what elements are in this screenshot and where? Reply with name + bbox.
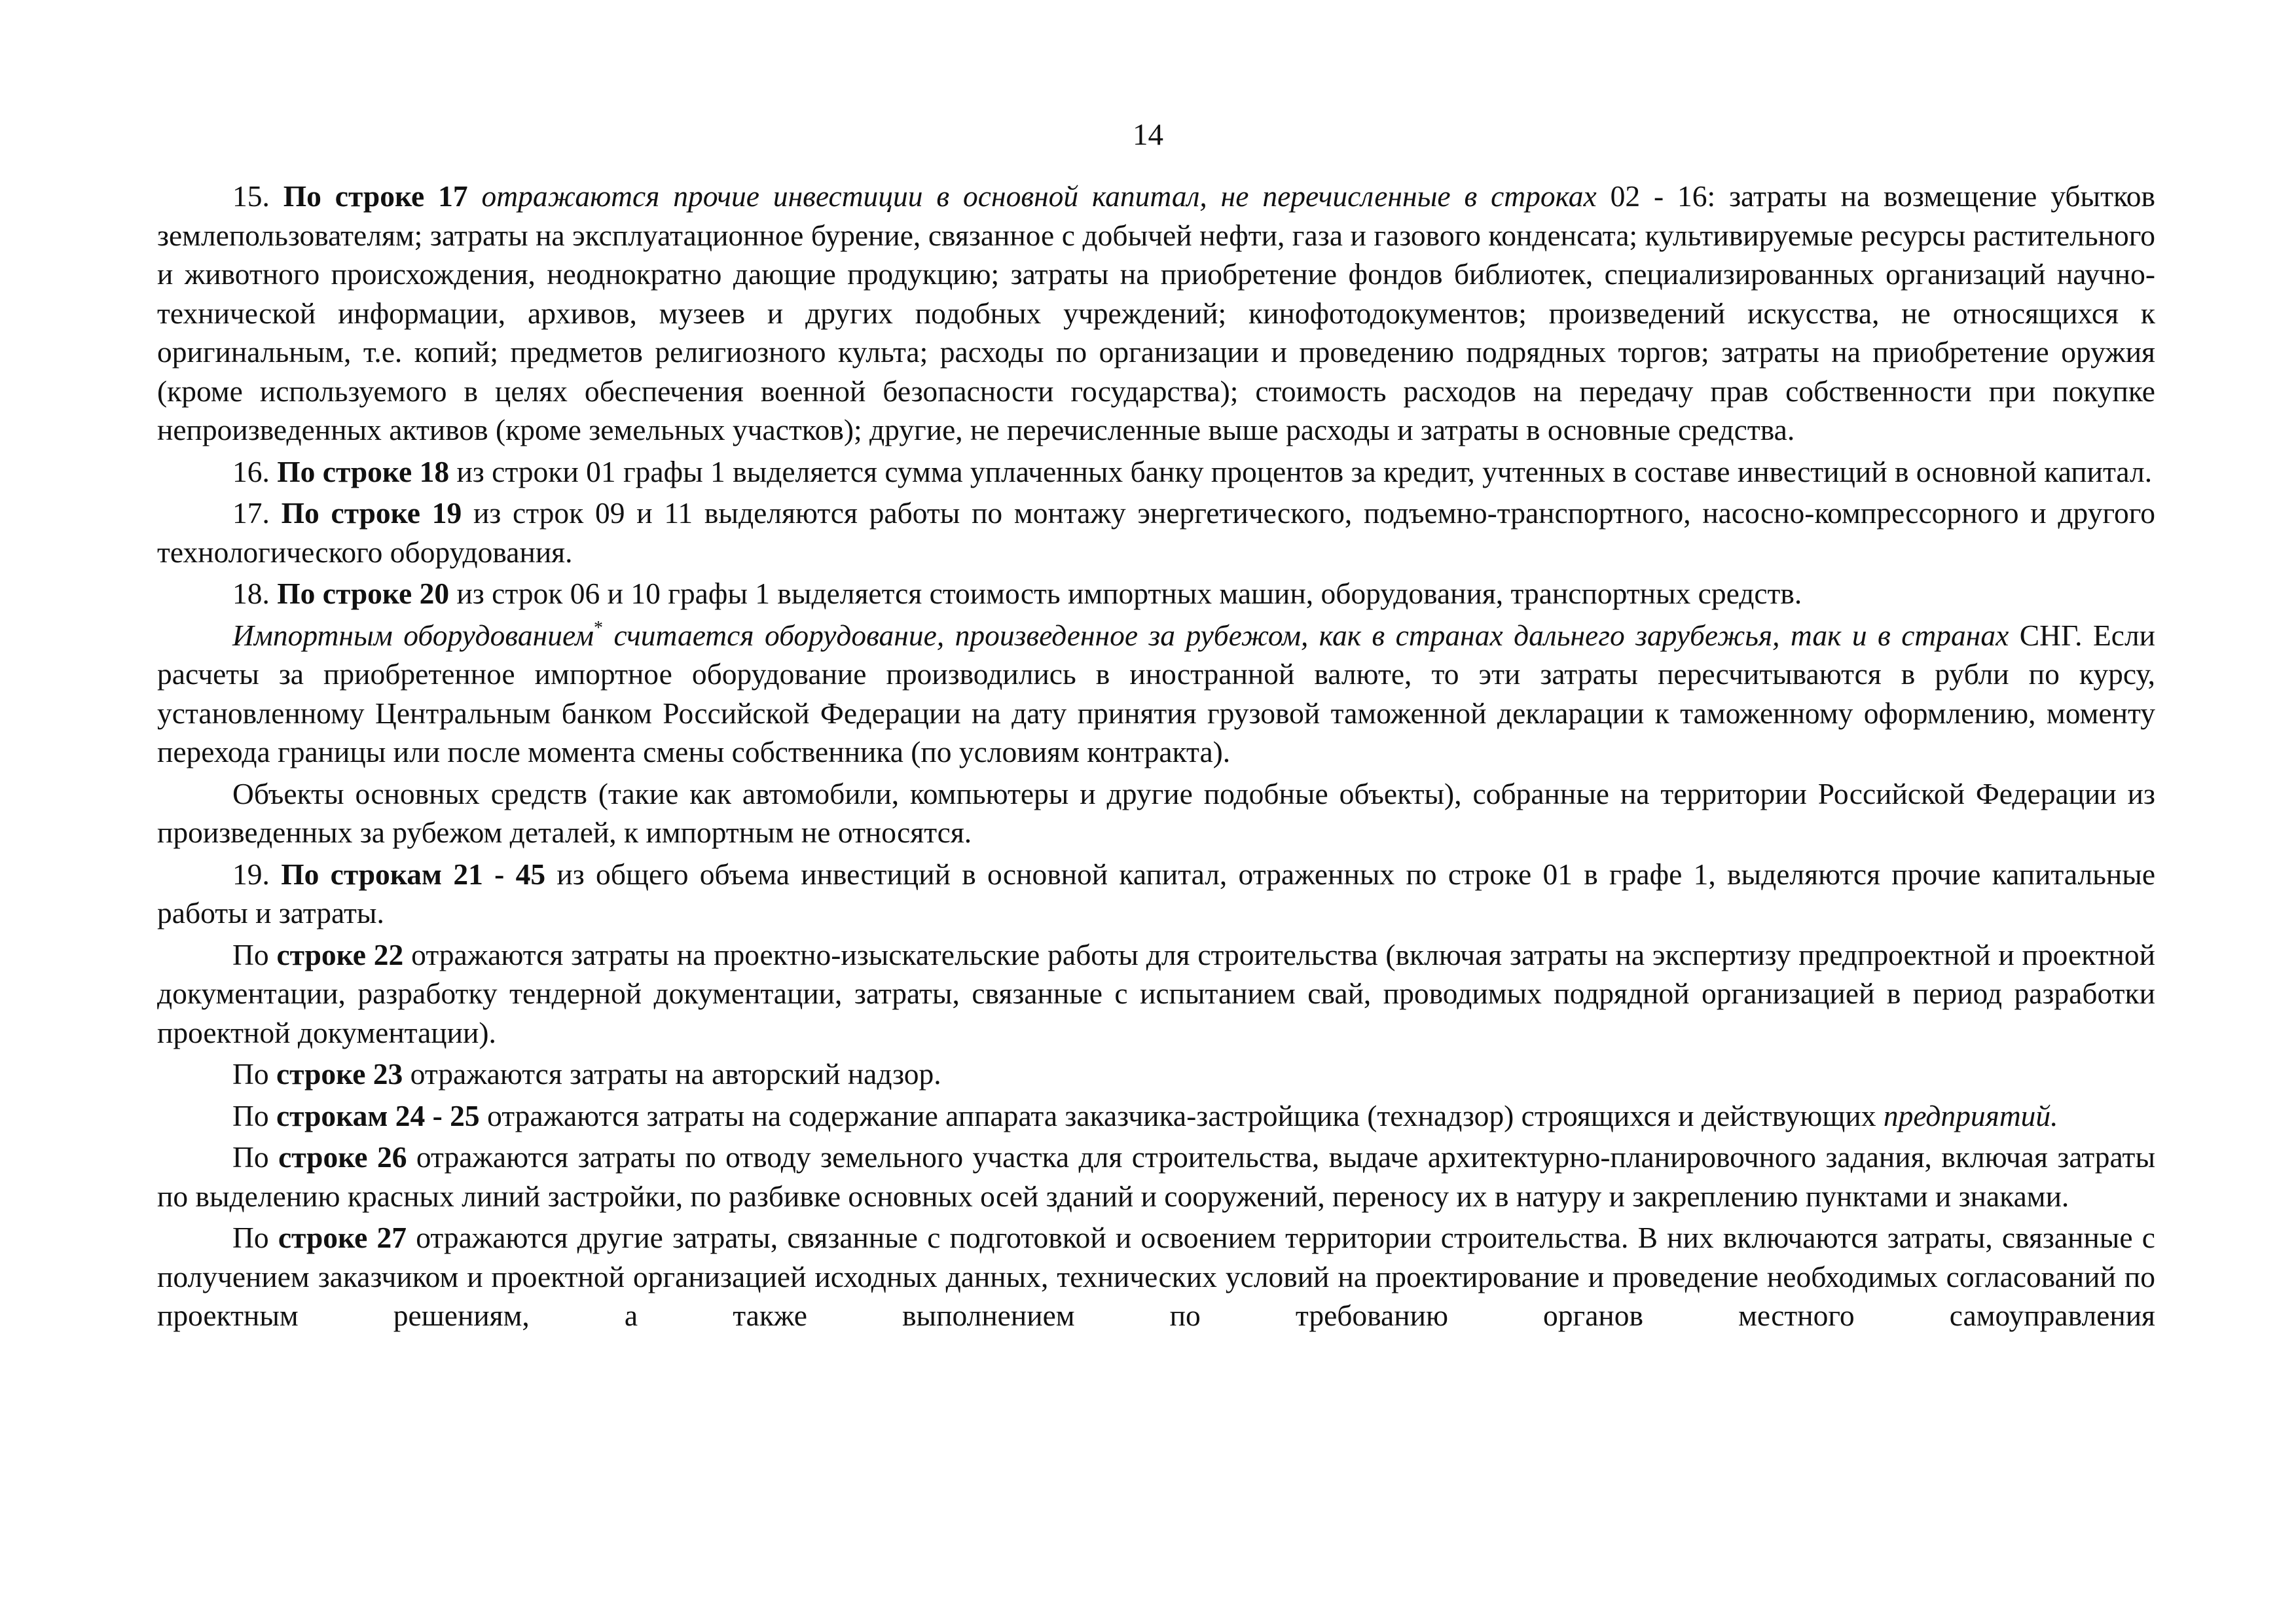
italic-tail: предприятий. — [1883, 1098, 2058, 1132]
paragraph-row-27 — [157, 1218, 2155, 1335]
paragraph-prefix: По — [232, 937, 269, 971]
paragraph-19 — [157, 855, 2155, 933]
item-number: 15. — [232, 179, 270, 213]
row-reference: По строкам 21 - 45 — [281, 857, 546, 891]
paragraph-prefix: По — [232, 1098, 269, 1132]
paragraph-text: из строк 09 и 11 выделяются работы по монтажу энергетического, подъемно-транспортного, насосно-компрессорного и другого технологического оборудования. — [157, 496, 2156, 569]
paragraph-17 — [157, 494, 2155, 571]
row-reference: строке 26 — [278, 1140, 407, 1174]
row-reference: По строке 18 — [277, 454, 450, 488]
paragraph-text: отражаются другие затраты, связанные с подготовкой и освоением территории строительства. В них включаются затраты, связанные с получением заказчиком и проектной организацией исходных данных, технических условий на проектирование и проведение необходимых согласований по проектным решениям, а также выполнением по требованию органов местного самоуправления — [157, 1221, 2155, 1332]
row-reference: По строке 17 — [283, 179, 468, 213]
paragraph-text: отражаются затраты на авторский надзор. — [410, 1057, 941, 1091]
item-number: 18. — [232, 577, 270, 610]
row-reference: строкам 24 - 25 — [276, 1098, 480, 1132]
paragraph-text: из общего объема инвестиций в основной капитал, отраженных по строке 01 в графе 1, выделяются прочие капитальные работы и затраты. — [157, 857, 2156, 929]
row-reference: По строке 20 — [277, 577, 450, 610]
page-number: 14 — [1133, 118, 1163, 152]
paragraph-16 — [157, 452, 2155, 492]
paragraph-prefix: По — [232, 1221, 269, 1254]
paragraph-row-22 — [157, 935, 2155, 1053]
item-number: 16. — [232, 454, 270, 488]
term-imported-equipment: Импортным оборудованием — [232, 618, 594, 652]
footnote-mark: * — [594, 617, 604, 638]
row-reference: По строке 19 — [281, 496, 462, 530]
paragraph-text: отражаются затраты по отводу земельного участка для строительства, выдаче архитектурно-планировочного задания, включая затраты по выделению красных линий застройки, по разбивке основных осей зданий и сооружений, переносу их в натуру и закреплению пунктами и знаками. — [157, 1140, 2156, 1213]
paragraph-rows-24-25 — [157, 1096, 2155, 1136]
paragraph-text: Объекты основных средств (такие как автомобили, компьютеры и другие подобные объекты), собранные на территории Российской Федерации из произведенных за рубежом деталей, к импортным не относятся. — [157, 776, 2155, 849]
row-reference: строке 27 — [278, 1221, 407, 1254]
paragraph-imported-equipment — [157, 616, 2155, 772]
paragraph-text: 02 - 16: затраты на возмещение убытков землепользователям; затраты на эксплуатационное бурение, связанное с добычей нефти, газа и газового конденсата; культивируемые ресурсы растительного и животного происхождения, неоднократно дающие продукцию; затраты на приобретение фондов библиотек, специализированных организаций научно-технической информации, архивов, музеев и других подобных учреждений; кинофотодокументов; произведений искусства, не относящихся к оригинальным, т.е. копий; предметов религиозного культа; расходы по организации и проведению подрядных торгов; затраты на приобретение оружия (кроме используемого в целях обеспечения военной безопасности государства); стоимость расходов на передачу прав собственности при покупке непроизведенных активов (кроме земельных участков); другие, не перечисленные выше расходы и затраты в основные средства. — [157, 179, 2156, 446]
paragraph-prefix: По — [232, 1140, 269, 1174]
item-number: 17. — [232, 496, 270, 530]
paragraph-prefix: По — [232, 1057, 269, 1091]
paragraph-text: из строки 01 графы 1 выделяется сумма уплаченных банку процентов за кредит, учтенных в составе инвестиций в основной капитал. — [456, 454, 2153, 488]
row-reference: строке 23 — [276, 1057, 403, 1091]
paragraph-18 — [157, 574, 2155, 613]
paragraph-text: отражаются затраты на содержание аппарата заказчика-застройщика (технадзор) строящихся и действующих — [487, 1098, 1876, 1132]
paragraph-row-23 — [157, 1055, 2155, 1094]
paragraph-fixed-assets — [157, 774, 2155, 852]
italic-lead: отражаются прочие инвестиции в основной капитал, не перечисленные в строках — [481, 179, 1597, 213]
row-reference: строке 22 — [276, 937, 404, 971]
document-body — [157, 177, 2155, 1335]
paragraph-text: СНГ. Если расчеты за приобретенное импортное оборудование производились в иностранной валюте, то эти затраты пересчитываются в рубли по курсу, установленному Центральным банком Российской Федерации на дату принятия грузовой таможенной декларации к таможенному оформлению, моменту перехода границы или после момента смены собственника (по условиям контракта). — [157, 618, 2156, 768]
italic-definition: считается оборудование, произведенное за рубежом, как в странах дальнего зарубежья, так и в странах — [613, 618, 2009, 652]
paragraph-text: отражаются затраты на проектно-изыскательские работы для строительства (включая затраты на экспертизу предпроектной и проектной документации, разработку тендерной документации, затраты, связанные с испытанием свай, проводимых подрядной организацией в период разработки проектной документации). — [157, 937, 2156, 1049]
paragraph-15 — [157, 177, 2155, 450]
paragraph-text: из строк 06 и 10 графы 1 выделяется стоимость импортных машин, оборудования, транспортных средств. — [456, 577, 1802, 610]
paragraph-row-26 — [157, 1138, 2155, 1216]
item-number: 19. — [232, 857, 270, 891]
